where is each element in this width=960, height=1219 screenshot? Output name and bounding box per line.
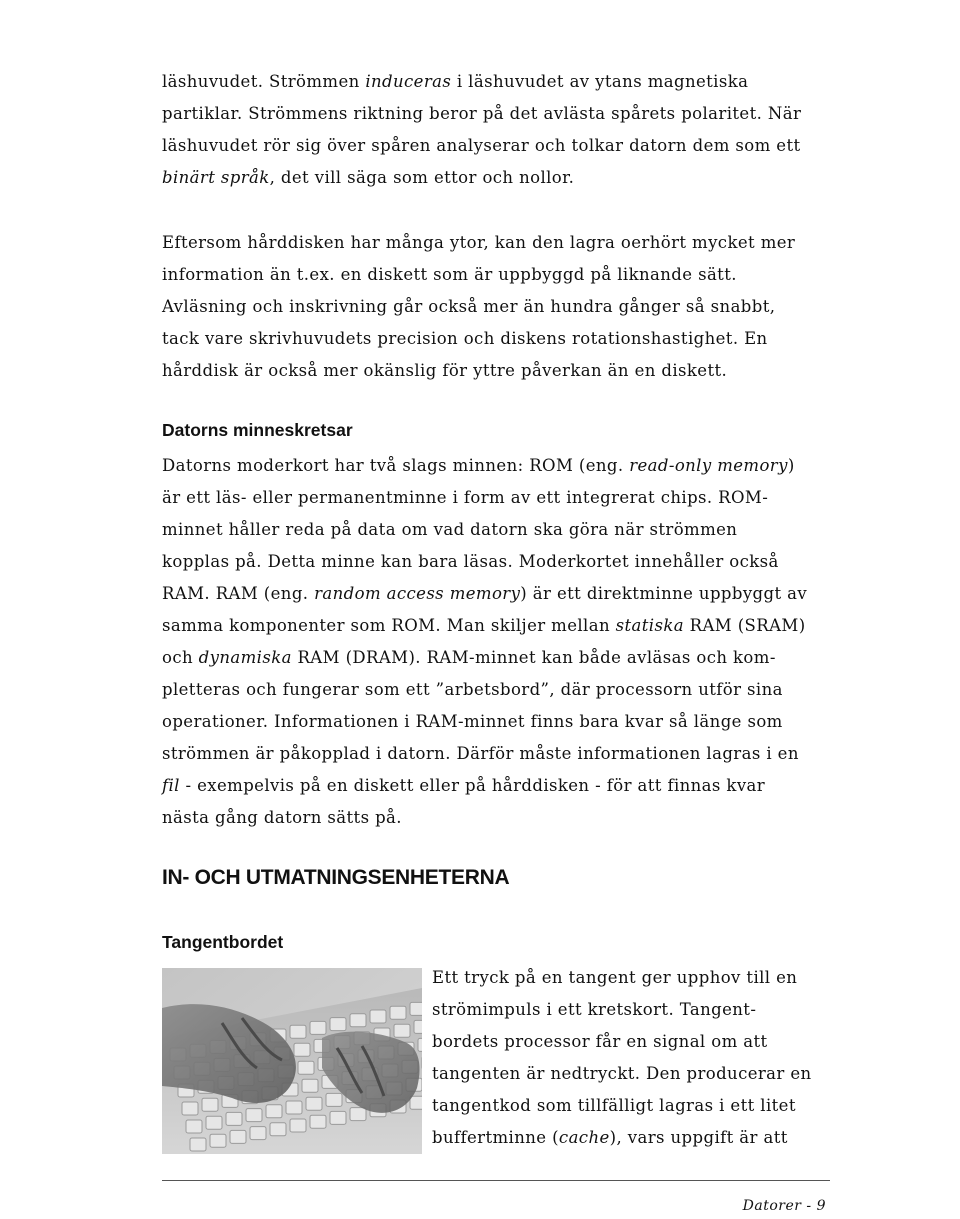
text-line: läshuvudet. Strömmen induceras i läshuvudet av ytans magnetiska — [162, 72, 749, 91]
keyboard-key — [410, 1096, 422, 1109]
text-line: Datorns moderkort har två slags minnen: ROM (eng. read-only memory) — [162, 456, 795, 475]
emphasized-term: cache — [558, 1128, 610, 1147]
keyboard-key — [182, 1102, 198, 1115]
text-line: operationer. Informationen i RAM-minnet finns bara kvar så länge som — [162, 712, 783, 731]
text-line: Eftersom hårddisken har många ytor, kan den lagra oerhört mycket mer — [162, 233, 796, 252]
keyboard-key — [290, 1025, 306, 1038]
keyboard-key — [310, 1115, 326, 1128]
emphasized-term: binärt språk — [162, 168, 270, 187]
text-line: tack vare skrivhuvudets precision och diskens rotationshastighet. En — [162, 329, 768, 348]
emphasized-term: dynamiska — [198, 648, 292, 667]
keyboard-key — [414, 1020, 422, 1033]
text-line: information än t.ex. en diskett som är uppbyggd på liknande sätt. — [162, 265, 737, 284]
text-line: fil - exempelvis på en diskett eller på hårddisken - för att finnas kvar — [162, 776, 766, 795]
keyboard-key — [270, 1123, 286, 1136]
text-line: binärt språk, det vill säga som ettor och nollor. — [162, 168, 575, 187]
text-line: minnet håller reda på data om vad datorn ska göra när strömmen — [162, 520, 738, 539]
text-line: pletteras och fungerar som ett ”arbetsbord”, där processorn utför sina — [162, 680, 783, 699]
paragraph-lashuvud — [162, 66, 832, 194]
text-line: läshuvudet rör sig över spåren analyserar och tolkar datorn dem som ett — [162, 136, 801, 155]
text-line: RAM. RAM (eng. random access memory) är ett direktminne uppbyggt av — [162, 584, 808, 603]
text-line: tangentkod som tillfälligt lagras i ett litet — [432, 1096, 796, 1115]
keyboard-key — [418, 1038, 422, 1051]
text-line: partiklar. Strömmens riktning beror på det avlästa spårets polaritet. När — [162, 104, 802, 123]
text-line: buffertminne (cache), vars uppgift är att — [432, 1128, 788, 1147]
text-line: Avläsning och inskrivning går också mer än hundra gånger så snabbt, — [162, 297, 776, 316]
section-heading-tangentbordet: Tangentbordet — [162, 932, 284, 952]
keyboard-key — [350, 1108, 366, 1121]
keyboard-key — [330, 1018, 346, 1031]
keyboard-key — [330, 1111, 346, 1124]
keyboard-key — [306, 1097, 322, 1110]
keyboard-key — [230, 1130, 246, 1143]
keyboard-key — [390, 1006, 406, 1019]
emphasized-term: fil — [162, 776, 180, 795]
keyboard-key — [290, 1119, 306, 1132]
keyboard-key — [266, 1105, 282, 1118]
keyboard-key — [190, 1138, 206, 1151]
text-line: tangenten är nedtryckt. Den producerar en — [432, 1064, 812, 1083]
text-line: strömmen är påkopplad i datorn. Därför måste informationen lagras i en — [162, 744, 799, 763]
keyboard-key — [250, 1127, 266, 1140]
keyboard-key — [350, 1014, 366, 1027]
paragraph-harddisk — [162, 227, 832, 387]
keyboard-key — [210, 1134, 226, 1147]
keyboard-key — [202, 1098, 218, 1111]
page-footer: Datorer - 9 — [742, 1198, 826, 1214]
keyboard-key — [186, 1120, 202, 1133]
keyboard-key — [302, 1079, 318, 1092]
keyboard-hands-photo — [162, 968, 422, 1154]
text-line: Ett tryck på en tangent ger upphov till en — [432, 968, 798, 987]
keyboard-key — [206, 1116, 222, 1129]
keyboard-key — [370, 1010, 386, 1023]
text-line: bordets processor får en signal om att — [432, 1032, 768, 1051]
chapter-heading-in-utmatning: IN- OCH UTMATNINGSENHETERNA — [162, 866, 510, 889]
keyboard-key — [286, 1101, 302, 1114]
text-line: samma komponenter som ROM. Man skiljer mellan statiska RAM (SRAM) — [162, 616, 806, 635]
emphasized-term: induceras — [365, 72, 452, 91]
text-line: strömimpuls i ett kretskort. Tangent- — [432, 1000, 757, 1019]
text-line: är ett läs- eller permanentminne i form av ett integrerat chips. ROM- — [162, 488, 769, 507]
text-line: kopplas på. Detta minne kan bara läsas. Moderkortet innehåller också — [162, 552, 779, 571]
emphasized-term: read-only memory — [629, 456, 788, 475]
keyboard-key — [246, 1109, 262, 1122]
paragraph-tangentbordet — [432, 962, 832, 1154]
text-line: nästa gång datorn sätts på. — [162, 808, 402, 827]
paragraph-minneskretsar — [162, 450, 832, 834]
keyboard-key — [294, 1043, 310, 1056]
keyboard-key — [394, 1024, 410, 1037]
text-line: hårddisk är också mer okänslig för yttre påverkan än en diskett. — [162, 361, 728, 380]
keyboard-key — [226, 1112, 242, 1125]
keyboard-key — [298, 1061, 314, 1074]
emphasized-term: statiska — [615, 616, 684, 635]
keyboard-key — [410, 1002, 422, 1015]
footer-rule — [162, 1180, 830, 1181]
keyboard-key — [310, 1021, 326, 1034]
section-heading-minneskretsar: Datorns minneskretsar — [162, 420, 353, 440]
emphasized-term: random access memory — [314, 584, 521, 603]
text-line: och dynamiska RAM (DRAM). RAM-minnet kan både avläsas och kom- — [162, 648, 776, 667]
keyboard-key — [326, 1093, 342, 1106]
